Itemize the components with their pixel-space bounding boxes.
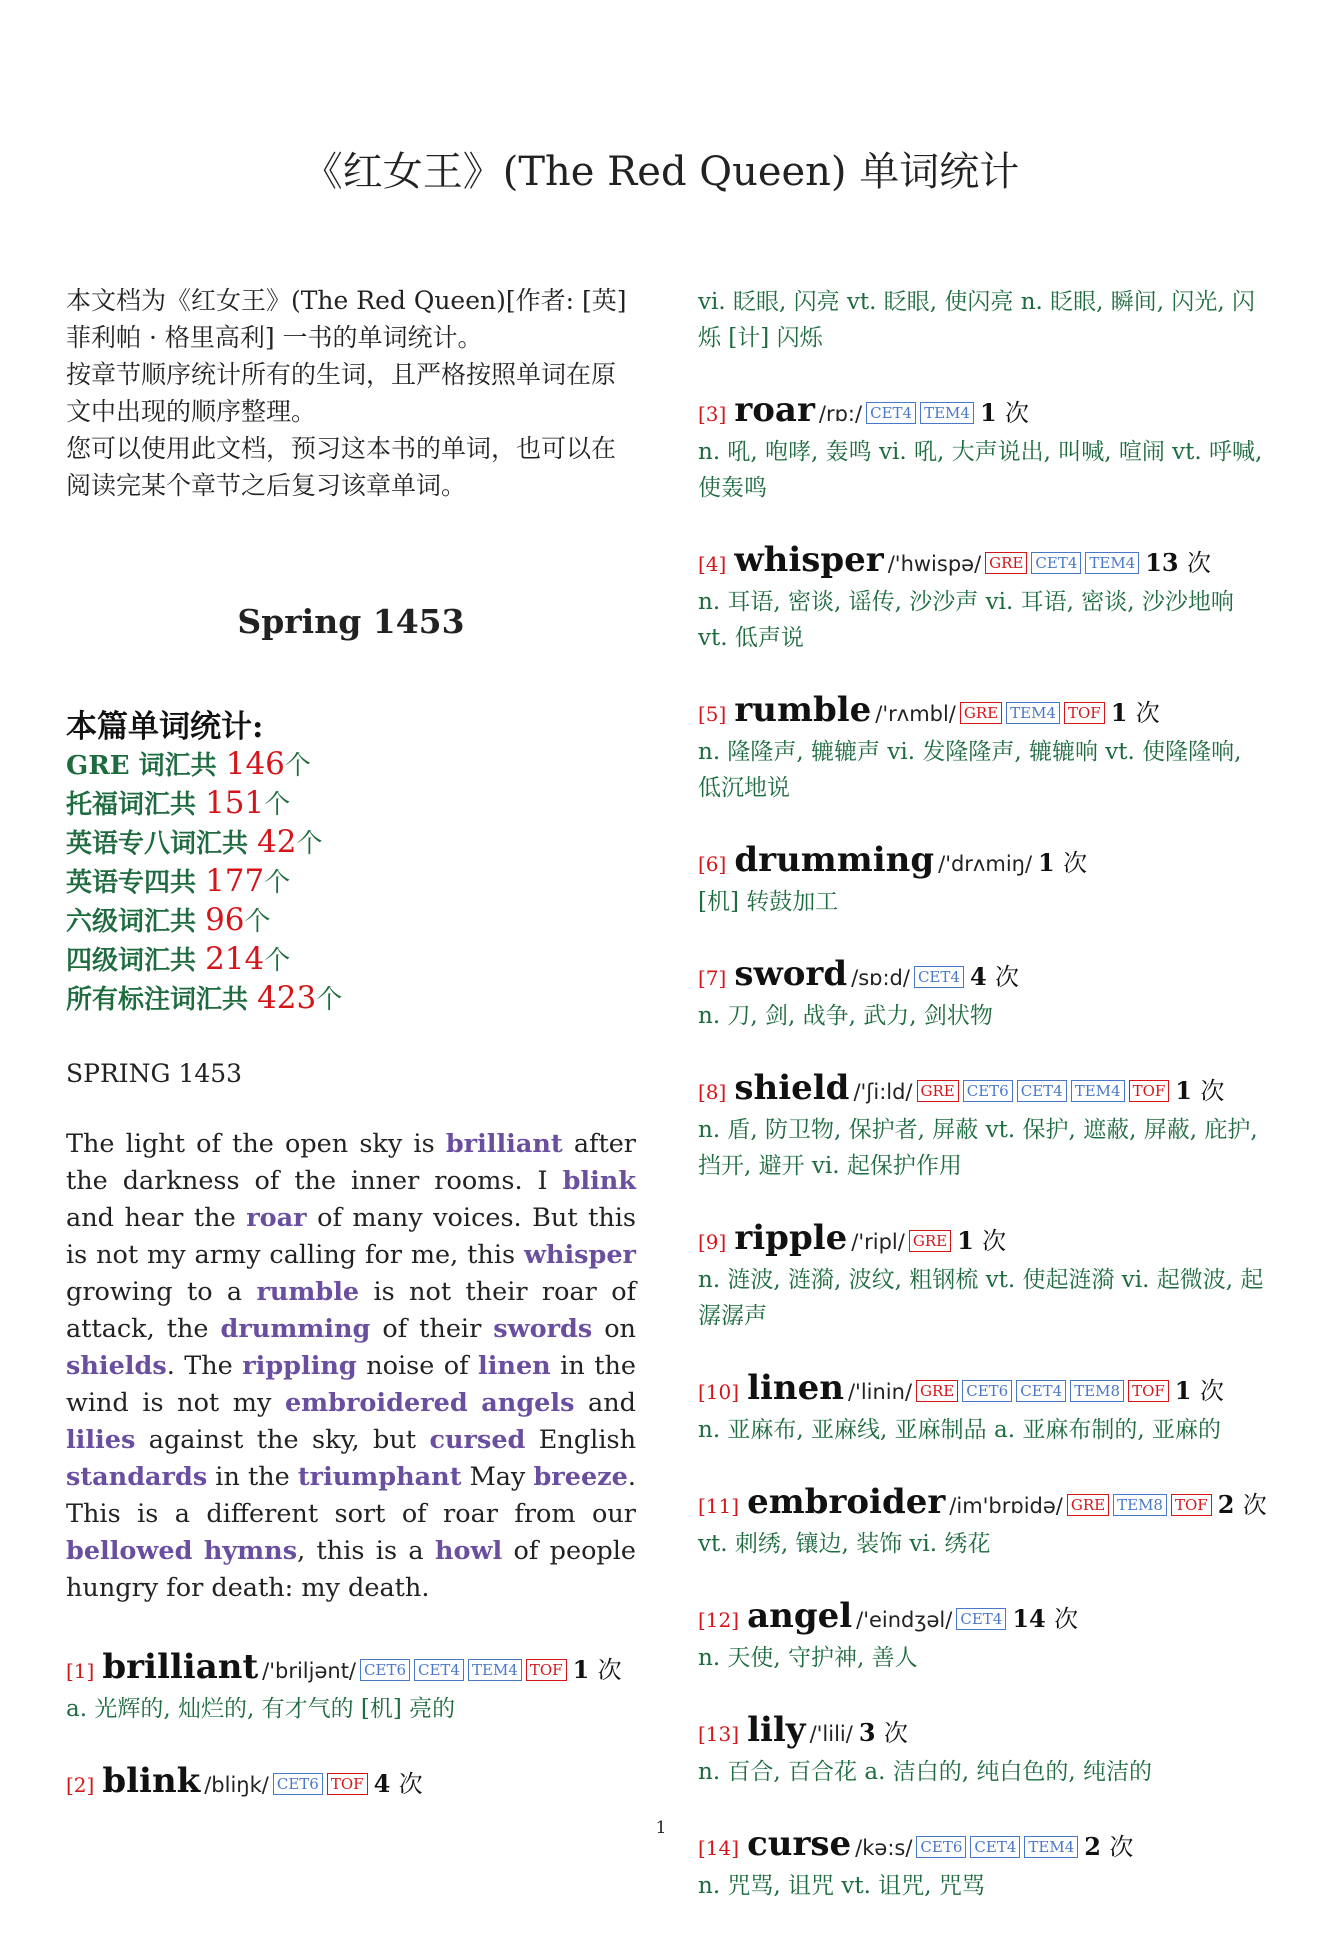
entry-definition: n. 吼, 咆哮, 轰鸣 vi. 吼, 大声说出, 叫喊, 喧闹 vt. 呼喊, 使轰鸣 bbox=[698, 439, 1263, 501]
level-tag: GRE bbox=[1067, 1494, 1109, 1516]
entry-index: [1] bbox=[66, 1659, 95, 1683]
entry-word: lily bbox=[747, 1710, 806, 1750]
level-tag: TEM4 bbox=[1071, 1080, 1125, 1102]
entry-phonetic: /'briljənt/ bbox=[262, 1659, 357, 1683]
level-tag: GRE bbox=[916, 1380, 958, 1402]
vocab-entry bbox=[698, 842, 1270, 920]
entry-word: rumble bbox=[734, 690, 872, 730]
level-tag: CET4 bbox=[914, 966, 964, 988]
entry-count: 4 次 bbox=[373, 1769, 423, 1798]
level-tag: TEM8 bbox=[1113, 1494, 1167, 1516]
intro-paragraph: 您可以使用此文档，预习这本书的单词，也可以在阅读完某个章节之后复习该章单词。 bbox=[66, 434, 617, 500]
count-suffix: 次 bbox=[995, 963, 1019, 991]
entry-word: roar bbox=[734, 390, 815, 430]
stat-count: 96 bbox=[205, 902, 245, 938]
level-tag: CET6 bbox=[916, 1836, 966, 1858]
entry-count: 4 次 bbox=[969, 962, 1019, 991]
highlighted-word: swords bbox=[493, 1314, 593, 1344]
highlighted-word: hymns bbox=[203, 1536, 298, 1566]
entry-index: [12] bbox=[698, 1608, 740, 1632]
vocab-entry bbox=[66, 1649, 636, 1727]
count-suffix: 次 bbox=[982, 1227, 1007, 1255]
entry-count: 1 次 bbox=[1038, 848, 1088, 877]
entry-header bbox=[698, 1712, 1270, 1752]
stat-line bbox=[66, 863, 636, 902]
entry-phonetic: /'ripl/ bbox=[851, 1230, 905, 1254]
entry-index: [13] bbox=[698, 1722, 740, 1746]
stat-unit: 个 bbox=[316, 985, 343, 1015]
vocab-entry bbox=[698, 1712, 1270, 1790]
section-heading: Spring 1453 bbox=[237, 602, 465, 641]
intro-paragraph: 本文档为《红女王》(The Red Queen)[作者: [英] 菲利帕 · 格里高利] 一书的单词统计。 bbox=[66, 286, 627, 352]
entry-index: [6] bbox=[698, 852, 727, 876]
level-tag: CET4 bbox=[1016, 1380, 1066, 1402]
stat-count: 146 bbox=[225, 746, 285, 782]
level-tag: TEM4 bbox=[468, 1659, 522, 1681]
entry-definition: n. 刀, 剑, 战争, 武力, 剑状物 bbox=[698, 1003, 993, 1029]
stats-list bbox=[66, 746, 636, 1019]
entry-header bbox=[66, 1649, 636, 1689]
level-tag: TEM4 bbox=[1085, 552, 1139, 574]
highlighted-word: standards bbox=[66, 1462, 208, 1492]
entry-definition: n. 耳语, 密谈, 谣传, 沙沙声 vi. 耳语, 密谈, 沙沙地响 vt. 低声说 bbox=[698, 589, 1234, 651]
level-tag: TOF bbox=[1128, 1380, 1169, 1402]
entry-word: curse bbox=[747, 1824, 852, 1864]
count-suffix: 次 bbox=[1200, 1077, 1225, 1105]
highlighted-word: lilies bbox=[66, 1425, 136, 1455]
entry-header bbox=[698, 1598, 1270, 1638]
entry-phonetic: /'eindʒəl/ bbox=[856, 1608, 953, 1632]
count-suffix: 次 bbox=[1054, 1605, 1079, 1633]
highlighted-word: rumble bbox=[256, 1277, 360, 1307]
entry-word: drumming bbox=[734, 840, 935, 880]
level-tag: TOF bbox=[1064, 702, 1105, 724]
count-suffix: 次 bbox=[1109, 1833, 1134, 1861]
vocab-list-right bbox=[698, 392, 1270, 1904]
entry-definition: n. 咒骂, 诅咒 vt. 诅咒, 咒骂 bbox=[698, 1873, 985, 1899]
level-tag: TEM4 bbox=[1006, 702, 1060, 724]
stat-count: 214 bbox=[205, 941, 265, 977]
highlighted-word: breeze bbox=[533, 1462, 628, 1492]
stat-label: 英语专八词汇共 bbox=[66, 829, 258, 859]
highlighted-word: shields bbox=[66, 1351, 167, 1381]
vocab-entry bbox=[698, 1070, 1270, 1184]
entry-count: 2 次 bbox=[1084, 1832, 1134, 1861]
entry-count: 1 次 bbox=[979, 398, 1029, 427]
entry-phonetic: /'linin/ bbox=[847, 1380, 913, 1404]
count-suffix: 次 bbox=[883, 1719, 908, 1747]
level-tag: CET6 bbox=[273, 1773, 323, 1795]
entry-phonetic: /'rʌmbl/ bbox=[875, 702, 956, 726]
entry-header bbox=[698, 392, 1270, 432]
stat-unit: 个 bbox=[244, 907, 271, 937]
stats-title: 本篇单词统计: bbox=[66, 709, 264, 745]
entry-header bbox=[698, 1370, 1270, 1410]
stat-label: 四级词汇共 bbox=[66, 946, 206, 976]
entry-definition: n. 隆隆声, 辘辘声 vi. 发隆隆声, 辘辘响 vt. 使隆隆响, 低沉地说 bbox=[698, 739, 1242, 801]
entry-index: [2] bbox=[66, 1773, 95, 1797]
entry-definition: vt. 刺绣, 镶边, 装饰 vi. 绣花 bbox=[698, 1531, 991, 1557]
entry-index: [7] bbox=[698, 966, 727, 990]
entry-word: blink bbox=[102, 1761, 201, 1801]
entry-definition: n. 亚麻布, 亚麻线, 亚麻制品 a. 亚麻布制的, 亚麻的 bbox=[698, 1417, 1221, 1443]
highlighted-word: bellowed bbox=[66, 1536, 193, 1566]
level-tag: TEM4 bbox=[920, 402, 974, 424]
highlighted-word: triumphant bbox=[297, 1462, 462, 1492]
entry-count: 13 次 bbox=[1145, 548, 1211, 577]
entry-definition-continued: vi. 眨眼, 闪亮 vt. 眨眼, 使闪亮 n. 眨眼, 瞬间, 闪光, 闪烁 [计] 闪烁 bbox=[698, 289, 1255, 351]
entry-header bbox=[698, 1070, 1270, 1110]
entry-phonetic: /'ʃi:ld/ bbox=[853, 1080, 913, 1104]
stat-line bbox=[66, 746, 636, 785]
vocab-entry bbox=[66, 1763, 636, 1803]
entry-definition: n. 盾, 防卫物, 保护者, 屏蔽 vt. 保护, 遮蔽, 屏蔽, 庇护, 挡开, 避开 vi. 起保护作用 bbox=[698, 1117, 1258, 1179]
vocab-entry bbox=[698, 1598, 1270, 1676]
entry-count: 2 次 bbox=[1217, 1490, 1267, 1519]
entry-header bbox=[698, 956, 1270, 996]
entry-header bbox=[698, 542, 1270, 582]
entry-word: angel bbox=[747, 1596, 853, 1636]
count-suffix: 次 bbox=[1187, 549, 1211, 577]
highlighted-word: howl bbox=[434, 1536, 503, 1566]
stat-label: 托福词汇共 bbox=[66, 790, 206, 820]
entry-definition: n. 涟波, 涟漪, 波纹, 粗钢梳 vt. 使起涟漪 vi. 起微波, 起潺潺声 bbox=[698, 1267, 1264, 1329]
passage-text: The light of the open sky is brilliant after the darkness of the inner rooms. I blink and hear the roar of many voices. But this is not my army calling for me, this whisper growing to a rumble is not their roar of attack, the drumming of their swords on shields. The rippling noise of linen in the wind is not my embroidered angels and lilies against the sky, but cursed English standards in the triumphant May breeze. This is a different sort of roar from our bellowed hymns, this is a howl of people hungry for death: my death. bbox=[66, 1129, 637, 1603]
entry-index: [9] bbox=[698, 1230, 727, 1254]
entry-header bbox=[698, 842, 1270, 882]
level-tag: CET6 bbox=[962, 1380, 1012, 1402]
highlighted-word: brilliant bbox=[445, 1129, 563, 1159]
count-suffix: 次 bbox=[1199, 1377, 1224, 1405]
highlighted-word: roar bbox=[246, 1203, 307, 1233]
vocab-entry bbox=[698, 1370, 1270, 1448]
level-tag: TEM8 bbox=[1070, 1380, 1124, 1402]
vocab-entry bbox=[698, 956, 1270, 1034]
level-tag: CET4 bbox=[414, 1659, 464, 1681]
count-suffix: 次 bbox=[1242, 1491, 1267, 1519]
stat-label: 所有标注词汇共 bbox=[66, 985, 258, 1015]
entry-phonetic: /rɒ:/ bbox=[818, 402, 863, 426]
entry-index: [3] bbox=[698, 402, 727, 426]
stat-count: 42 bbox=[257, 824, 297, 860]
level-tag: TOF bbox=[526, 1659, 567, 1681]
entry-header bbox=[698, 1220, 1270, 1260]
entry-header bbox=[698, 692, 1270, 732]
stat-label: GRE 词汇共 bbox=[66, 751, 226, 781]
level-tag: GRE bbox=[909, 1230, 951, 1252]
entry-phonetic: /sɒ:d/ bbox=[851, 966, 910, 990]
entry-phonetic: /im'brɒidə/ bbox=[949, 1494, 1063, 1518]
entry-phonetic: /'hwispə/ bbox=[887, 552, 982, 576]
document-title: 《红女王》(The Red Queen) 单词统计 bbox=[302, 149, 1020, 195]
entry-index: [8] bbox=[698, 1080, 727, 1104]
entry-definition: [机] 转鼓加工 bbox=[698, 889, 839, 915]
entry-header bbox=[66, 1763, 636, 1803]
level-tag: TOF bbox=[327, 1773, 368, 1795]
highlighted-word: drumming bbox=[220, 1314, 371, 1344]
count-suffix: 次 bbox=[597, 1656, 622, 1684]
intro bbox=[66, 282, 636, 504]
entry-count: 1 次 bbox=[572, 1655, 622, 1684]
highlighted-word: angels bbox=[481, 1388, 575, 1418]
level-tag: CET6 bbox=[360, 1659, 410, 1681]
stat-line bbox=[66, 941, 636, 980]
vocab-list-left bbox=[66, 1649, 636, 1803]
vocab-entry bbox=[698, 542, 1270, 656]
stat-unit: 个 bbox=[264, 946, 291, 976]
highlighted-word: linen bbox=[478, 1351, 551, 1381]
entry-index: [14] bbox=[698, 1836, 740, 1860]
count-suffix: 次 bbox=[1135, 699, 1160, 727]
stat-label: 六级词汇共 bbox=[66, 907, 206, 937]
entry-definition: n. 天使, 守护神, 善人 bbox=[698, 1645, 918, 1671]
stat-unit: 个 bbox=[284, 751, 311, 781]
entry-header bbox=[698, 1484, 1270, 1524]
highlighted-word: embroidered bbox=[284, 1388, 468, 1418]
entry-count: 1 次 bbox=[1110, 698, 1160, 727]
entry-count: 1 次 bbox=[1174, 1376, 1224, 1405]
level-tag: TOF bbox=[1129, 1080, 1170, 1102]
stat-label: 英语专四共 bbox=[66, 868, 206, 898]
highlighted-word: whisper bbox=[523, 1240, 636, 1270]
page-number: 1 bbox=[655, 1818, 667, 1838]
entry-phonetic: /bliŋk/ bbox=[204, 1773, 269, 1797]
level-tag: CET4 bbox=[956, 1608, 1006, 1630]
entry-word: linen bbox=[747, 1368, 844, 1408]
entry-phonetic: /'lili/ bbox=[809, 1722, 853, 1746]
left-column bbox=[66, 282, 636, 1839]
stat-unit: 个 bbox=[264, 868, 291, 898]
vocab-entry bbox=[698, 1220, 1270, 1334]
count-suffix: 次 bbox=[398, 1770, 423, 1798]
count-suffix: 次 bbox=[1063, 849, 1088, 877]
entry-count: 14 次 bbox=[1012, 1604, 1079, 1633]
entry-word: whisper bbox=[734, 540, 884, 580]
vocab-entry bbox=[698, 1484, 1270, 1562]
level-tag: CET4 bbox=[866, 402, 916, 424]
chapter-label: SPRING 1453 bbox=[66, 1059, 243, 1088]
entry-word: sword bbox=[734, 954, 848, 994]
stat-unit: 个 bbox=[296, 829, 323, 859]
entry-index: [4] bbox=[698, 552, 727, 576]
right-column bbox=[698, 282, 1270, 1940]
highlighted-word: cursed bbox=[429, 1425, 526, 1455]
entry-count: 1 次 bbox=[957, 1226, 1007, 1255]
entry-phonetic: /kə:s/ bbox=[855, 1836, 913, 1860]
level-tag: CET4 bbox=[970, 1836, 1020, 1858]
highlighted-word: blink bbox=[562, 1166, 636, 1196]
level-tag: TEM4 bbox=[1024, 1836, 1078, 1858]
entry-definition: a. 光辉的, 灿烂的, 有才气的 [机] 亮的 bbox=[66, 1696, 456, 1722]
level-tag: GRE bbox=[917, 1080, 959, 1102]
stat-line bbox=[66, 980, 636, 1019]
entry-definition: n. 百合, 百合花 a. 洁白的, 纯白色的, 纯洁的 bbox=[698, 1759, 1152, 1785]
entry-word: shield bbox=[734, 1068, 850, 1108]
entry-word: ripple bbox=[734, 1218, 848, 1258]
entry-count: 1 次 bbox=[1175, 1076, 1225, 1105]
entry-index: [11] bbox=[698, 1494, 740, 1518]
entry-count: 3 次 bbox=[858, 1718, 908, 1747]
level-tag: GRE bbox=[985, 552, 1027, 574]
intro-paragraph: 按章节顺序统计所有的生词，且严格按照单词在原文中出现的顺序整理。 bbox=[66, 360, 617, 426]
level-tag: TOF bbox=[1171, 1494, 1212, 1516]
stat-line bbox=[66, 824, 636, 863]
entry-word: embroider bbox=[747, 1482, 946, 1522]
level-tag: CET4 bbox=[1017, 1080, 1067, 1102]
stat-count: 423 bbox=[257, 980, 317, 1016]
vocab-entry bbox=[698, 392, 1270, 506]
level-tag: CET6 bbox=[963, 1080, 1013, 1102]
stat-count: 151 bbox=[205, 785, 265, 821]
highlighted-word: rippling bbox=[242, 1351, 357, 1381]
stat-line bbox=[66, 785, 636, 824]
stat-unit: 个 bbox=[264, 790, 291, 820]
stat-line bbox=[66, 902, 636, 941]
vocab-entry bbox=[698, 692, 1270, 806]
entry-phonetic: /'drʌmiŋ/ bbox=[938, 852, 1033, 876]
count-suffix: 次 bbox=[1005, 399, 1029, 427]
entry-index: [10] bbox=[698, 1380, 740, 1404]
entry-index: [5] bbox=[698, 702, 727, 726]
level-tag: GRE bbox=[960, 702, 1002, 724]
stat-count: 177 bbox=[205, 863, 265, 899]
entry-word: brilliant bbox=[102, 1647, 259, 1687]
level-tag: CET4 bbox=[1031, 552, 1081, 574]
